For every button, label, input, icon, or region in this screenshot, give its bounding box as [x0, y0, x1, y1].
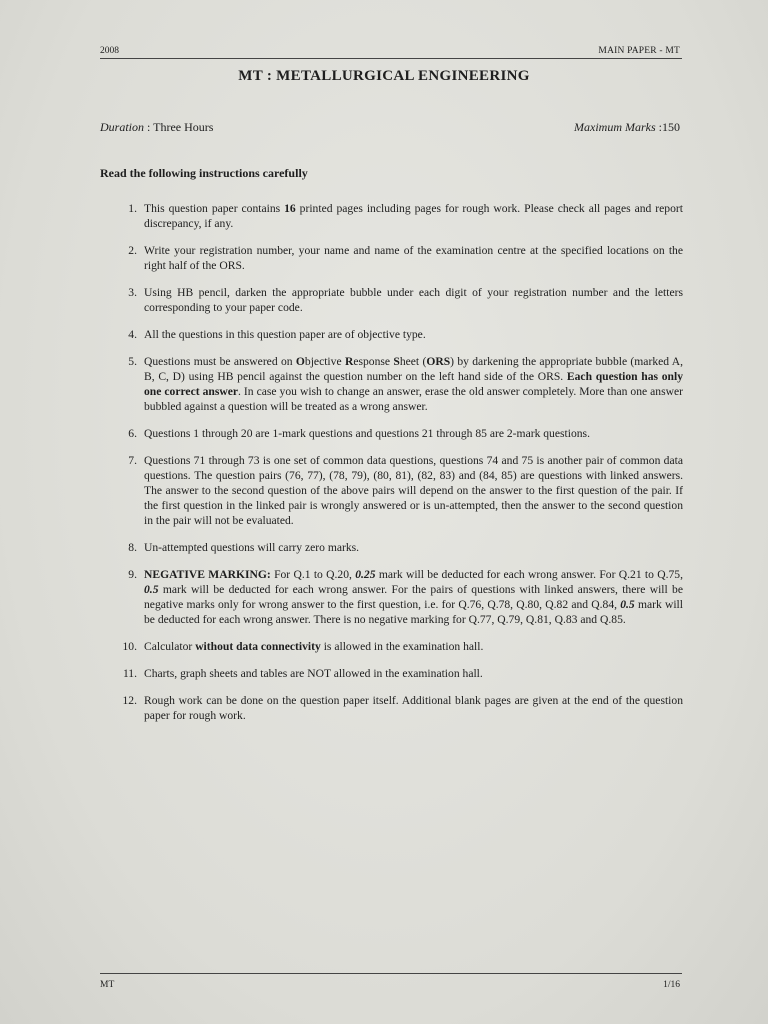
- instruction-text-part: Using HB pencil, darken the appropriate bubble under each digit of your registration number and the letters corresponding to your paper code.: [144, 286, 683, 314]
- instruction-text-part: 0.5: [144, 583, 159, 596]
- instruction-number: 7.: [128, 454, 137, 467]
- page-title: MT : METALLURGICAL ENGINEERING: [238, 68, 530, 84]
- instruction-number: 9.: [128, 568, 137, 581]
- instruction-item: [100, 693, 683, 723]
- maximum-marks-value: :150: [655, 120, 680, 134]
- instruction-text-part: S: [393, 355, 400, 368]
- instruction-text: [144, 243, 683, 273]
- instruction-text: [144, 426, 683, 441]
- instruction-number: 1.: [128, 202, 137, 215]
- instruction-text-part: without data connectivity: [195, 640, 321, 653]
- instruction-number: 11.: [122, 667, 137, 680]
- duration-value: : Three Hours: [144, 120, 214, 134]
- instruction-number: 5.: [128, 355, 137, 368]
- instruction-text-part: mark will be deducted for each wrong answer. For Q.21 to Q.75,: [375, 568, 684, 581]
- instruction-text: [144, 354, 683, 414]
- instruction-item: [100, 426, 683, 441]
- header-year: 2008: [100, 46, 119, 56]
- instruction-item: [100, 540, 683, 555]
- instruction-text-part: bjective: [304, 355, 345, 368]
- instruction-item: [100, 453, 683, 528]
- instruction-text-part: mark will be deducted for each wrong answer. There is no negative marking for Q.77, Q.79, Q.81, Q.83 and Q.85.: [144, 598, 683, 626]
- instruction-text: [144, 201, 683, 231]
- instruction-text: [144, 639, 683, 654]
- instruction-number: 4.: [128, 328, 137, 341]
- instruction-text-part: ) by darkening the appropriate bubble (marked A, B, C, D) using HB pencil against the question number on the left hand side of the ORS.: [144, 355, 684, 383]
- duration-label: Duration: [100, 120, 145, 134]
- instruction-number: 6.: [128, 427, 137, 440]
- instruction-text-part: Un-attempted questions will carry zero marks.: [144, 541, 360, 554]
- maximum-marks-label: Maximum Marks: [574, 120, 656, 134]
- instruction-text-part: R: [344, 355, 354, 368]
- footer-rule: [100, 973, 682, 974]
- instruction-text-part: All the questions in this question paper are of objective type.: [144, 328, 426, 341]
- instruction-item: [100, 285, 683, 315]
- instruction-text-part: mark will be deducted for each wrong answer. For the pairs of questions with linked answers, there will be negative marks only for wrong answer to the first question, i.e. for Q.76, Q.78, Q.80, Q.82 and Q.84,: [144, 583, 683, 611]
- instruction-text-part: . In case you wish to change an answer, erase the old answer completely. More than one answer bubbled against a question will be treated as a wrong answer.: [144, 385, 683, 413]
- instructions-heading: Read the following instructions carefully: [100, 166, 308, 180]
- instruction-text-part: This question paper contains: [144, 202, 285, 215]
- instruction-text: [144, 453, 683, 528]
- instruction-text-part: Questions 1 through 20 are 1-mark questions and questions 21 through 85 are 2-mark questions.: [144, 427, 590, 440]
- instruction-text: [144, 693, 683, 723]
- instruction-text-part: NEGATIVE MARKING:: [144, 568, 271, 581]
- duration: [100, 120, 213, 135]
- instruction-number: 3.: [128, 286, 137, 299]
- instruction-text-part: 16: [284, 202, 296, 215]
- instruction-text-part: Rough work can be done on the question paper itself. Additional blank pages are given at the end of the question paper for rough work.: [144, 694, 683, 722]
- instruction-text-part: ORS: [426, 355, 451, 368]
- instruction-text-part: For Q.1 to Q.20,: [270, 568, 356, 581]
- instruction-text-part: is allowed in the examination hall.: [320, 640, 484, 653]
- instruction-text-part: heet (: [399, 355, 427, 368]
- instruction-text-part: Calculator: [144, 640, 196, 653]
- instruction-item: [100, 243, 683, 273]
- instruction-text: [144, 666, 683, 681]
- instruction-text-part: Write your registration number, your name and name of the examination centre at the specified locations on the right half of the ORS.: [144, 244, 683, 272]
- instruction-text: [144, 327, 683, 342]
- instruction-text-part: Questions 71 through 73 is one set of common data questions, questions 74 and 75 is another pair of common data questions. The question pairs (76, 77), (78, 79), (80, 81), (82, 83) and (84, 85) are questions with linked answers. The answer to the second question of the above pairs will depend on the answer to the first question of the pair. If the first question in the linked pair is wrongly answered or is un-attempted, then the answer to the second question in the pair will not be evaluated.: [144, 454, 683, 527]
- instruction-text-part: esponse: [353, 355, 394, 368]
- instruction-item: [100, 666, 683, 681]
- instruction-text-part: printed pages including pages for rough work. Please check all pages and report discrepancy, if any.: [144, 202, 683, 230]
- instruction-item: [100, 354, 683, 414]
- instructions-list: [100, 201, 683, 723]
- instruction-text: [144, 540, 683, 555]
- instruction-item: [100, 639, 683, 654]
- instruction-text: [144, 285, 683, 315]
- instruction-item: [100, 567, 683, 627]
- instruction-text-part: Charts, graph sheets and tables are NOT allowed in the examination hall.: [144, 667, 483, 680]
- instruction-number: 12.: [122, 694, 137, 707]
- instruction-text-part: 0.5: [620, 598, 635, 611]
- instruction-text: [144, 567, 683, 627]
- header-rule: [100, 58, 682, 59]
- instruction-number: 10.: [122, 640, 137, 653]
- instruction-text-part: 0.25: [355, 568, 376, 581]
- footer-paper-code: MT: [100, 980, 115, 990]
- instruction-item: [100, 327, 683, 342]
- instruction-number: 2.: [128, 244, 137, 257]
- footer-page-number: 1/16: [663, 980, 680, 990]
- maximum-marks: [574, 120, 680, 135]
- instruction-text-part: Each question has only one correct answer: [144, 370, 684, 398]
- header-paper-label: MAIN PAPER - MT: [598, 46, 680, 56]
- instruction-item: [100, 201, 683, 231]
- instruction-number: 8.: [128, 541, 137, 554]
- instruction-text-part: O: [295, 355, 305, 368]
- instruction-text-part: Questions must be answered on: [144, 355, 296, 368]
